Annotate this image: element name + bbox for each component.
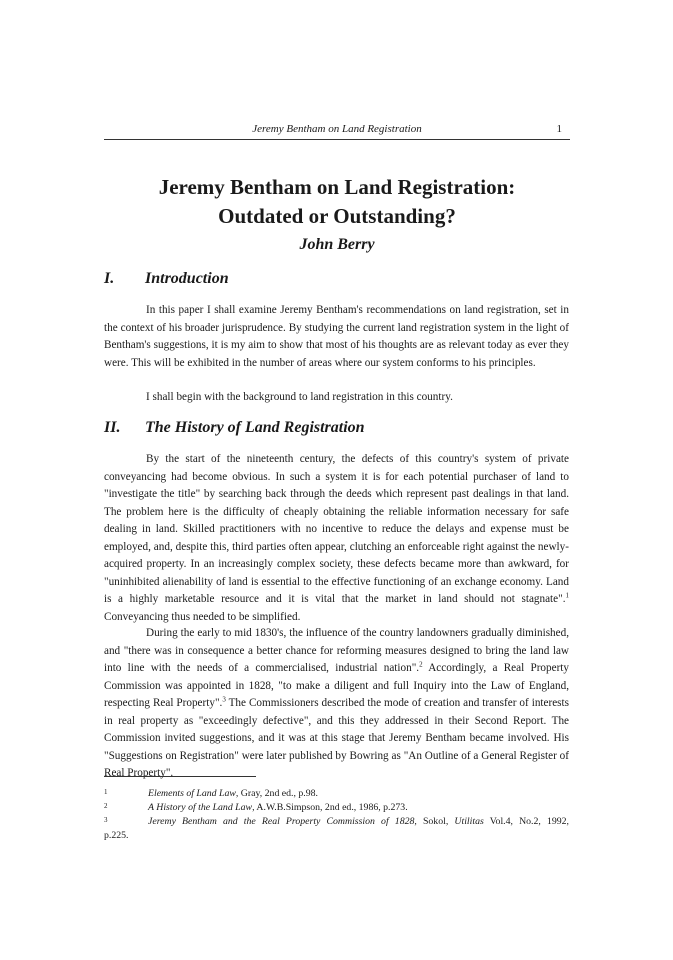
running-head [104, 123, 570, 140]
footnote-ref-2[interactable]: 2 [419, 660, 423, 669]
footnote-mark: 3 [104, 816, 108, 824]
paragraph-4-text-end: The Commissioners described the mode of creation and transfer of interests in real property as "exceedingly defective", and this they addressed in their Second Report. The Commission invited suggestions, and it was at this stage that Jeremy Bentham became involved. His "Suggestions on Registration" were later published by Bowring as "An Outline of a General Register of Real Property". [104, 697, 569, 779]
paragraph-3 [104, 451, 569, 626]
paragraph-3-text-end: Conveyancing thus needed to be simplified. [104, 610, 301, 623]
footnote-mark: 2 [104, 802, 108, 810]
section-heading-history [104, 419, 365, 437]
footnote-mark: 1 [104, 788, 108, 796]
section-title: The History of Land Registration [145, 419, 365, 436]
paper-title-line-2: Outdated or Outstanding? [218, 204, 456, 228]
footnote-divider [104, 776, 256, 777]
footnote-text-continued: p.225. [104, 830, 129, 841]
section-heading-introduction [104, 270, 229, 288]
section-number: II. [104, 419, 121, 436]
author-name: John Berry [299, 236, 375, 253]
footnote-ref-1[interactable]: 1 [565, 591, 569, 600]
paragraph-1: In this paper I shall examine Jeremy Bentham's recommendations on land registration, set in the context of his broader jurisprudence. By studying the current land registration system in the light of Bentham's suggestions, it is my aim to show that most of his thoughts are as relevant today as ever they were. This will be exhibited in the number of areas where our system conforms to his principles. [104, 304, 569, 369]
footnote-text: Jeremy Bentham and the Real Property Commission of 1828, Sokol, Utilitas Vol.4, No.2, 1992, [148, 816, 570, 827]
paragraph-3-text: By the start of the nineteenth century, the defects of this country's system of private conveyancing had become obvious. In such a system it is for each potential purchaser of land to "investigate the title" by searching back through the deeds which represent past dealings in that land. The problem here is the difficulty of cheaply obtaining the reliable information necessary for safe dealing in land. Skilled practitioners with no incentive to reduce the delays and expense must be employed, and, despite this, third parties often appear, clutching an enforceable right against the newly-acquired property. In an increasingly complex society, these defects became more than awkward, for "uninhibited alienability of land is essential to the effective functioning of an exchange economy. Land is a highly marketable resource and it is vital that the market in land should not stagnate". [104, 453, 569, 605]
paragraph-4 [104, 625, 569, 783]
footnote-ref-3[interactable]: 3 [222, 695, 226, 704]
paper-title-line-1: Jeremy Bentham on Land Registration: [158, 175, 516, 199]
page-number: 1 [556, 123, 562, 135]
section-title: Introduction [145, 270, 229, 287]
paragraph-4-text: During the early to mid 1830's, the influence of the country landowners gradually diminished, and "there was in consequence a better chance for reforming measures designed to bring the land law into line with the needs of a commercialised, industrial nation". [104, 627, 569, 674]
paragraph-4-text-mid: Accordingly, a Real Property Commission was appointed in 1828, "to make a diligent and full Inquiry into the Law of England, respecting Real Property". [104, 662, 569, 709]
section-number: I. [104, 270, 115, 287]
footnote-text: A History of the Land Law, A.W.B.Simpson, 2nd ed., 1986, p.273. [148, 802, 408, 813]
footnote-text: Elements of Land Law, Gray, 2nd ed., p.98. [148, 788, 318, 799]
paragraph-2: I shall begin with the background to land registration in this country. [146, 391, 453, 403]
running-head-title: Jeremy Bentham on Land Registration [252, 123, 422, 135]
